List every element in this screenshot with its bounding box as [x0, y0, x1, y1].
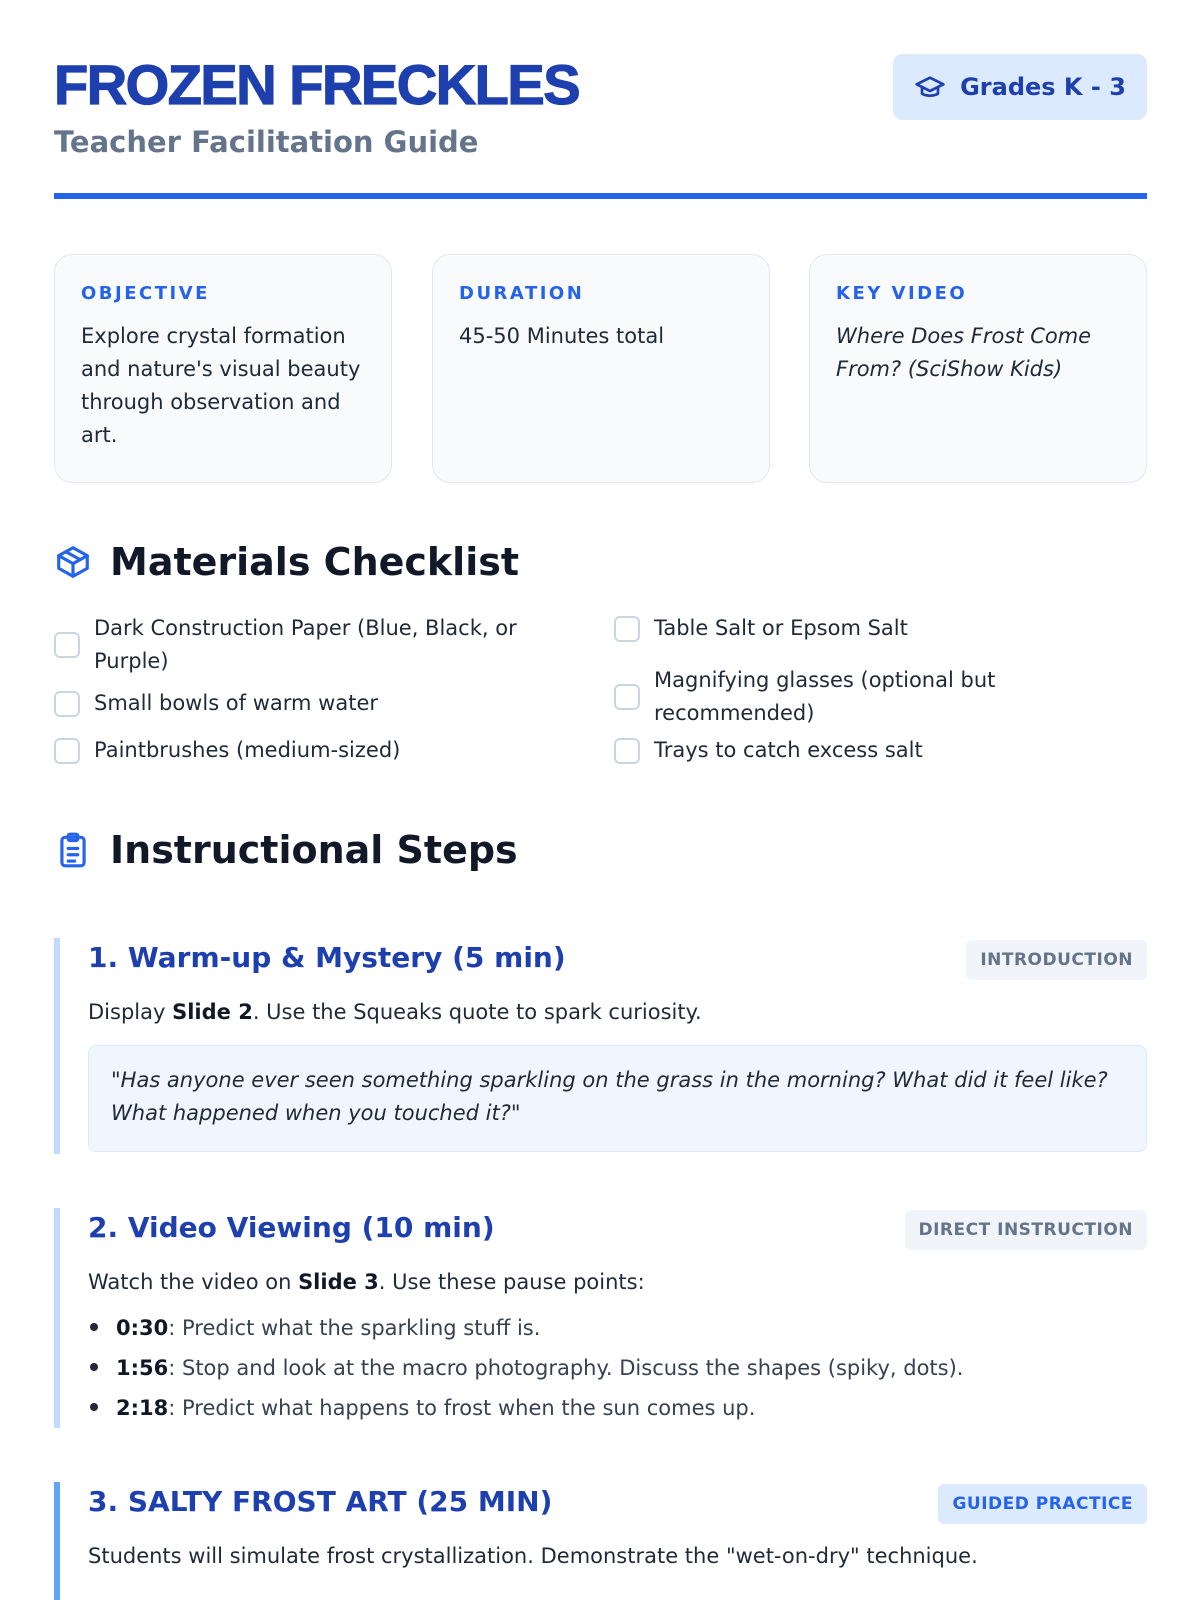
box-icon — [54, 543, 92, 581]
quote-box: "Has anyone ever seen something sparkling on the grass in the morning? What did it feel like? What happened when you touched it?" — [88, 1045, 1147, 1152]
checklist-item[interactable] — [614, 664, 1034, 730]
step-content — [88, 1208, 1147, 1420]
step-description: Students will simulate frost crystallization. Demonstrate the "wet-on-dry" technique. — [88, 1544, 978, 1568]
steps-heading — [54, 828, 518, 872]
checkbox[interactable] — [614, 684, 640, 710]
checkbox[interactable] — [54, 632, 80, 658]
clipboard-list-icon — [54, 831, 92, 869]
step-accent-bar — [54, 938, 60, 1154]
pause-text: : Predict what the sparkling stuff is. — [168, 1316, 541, 1340]
checklist-item-label: Dark Construction Paper (Blue, Black, or Purple) — [94, 616, 517, 673]
card-label: OBJECTIVE — [81, 283, 210, 304]
checkbox[interactable] — [614, 616, 640, 642]
pause-time: 0:30 — [116, 1316, 169, 1340]
duration-card — [432, 254, 770, 483]
pause-time: 2:18 — [116, 1396, 169, 1420]
card-text: Where Does Frost Come From? (SciShow Kids) — [836, 324, 1092, 381]
checklist-item[interactable] — [54, 612, 554, 678]
step-tag: GUIDED PRACTICE — [938, 1484, 1147, 1524]
checklist-item[interactable] — [614, 612, 908, 645]
header-divider — [54, 193, 1147, 199]
grade-badge — [893, 54, 1147, 120]
bullet-dot — [90, 1323, 98, 1331]
step-1 — [54, 938, 1147, 1154]
step-title: 2. Video Viewing (10 min) — [88, 1211, 495, 1244]
key-video-card — [809, 254, 1147, 483]
text-bold: Slide 3 — [298, 1270, 379, 1294]
text-segment: Display — [88, 1000, 173, 1024]
section-title: Materials Checklist — [110, 540, 520, 584]
step-description — [88, 1266, 645, 1298]
checkbox[interactable] — [54, 691, 80, 717]
step-description — [88, 996, 702, 1028]
list-item — [88, 1392, 755, 1424]
step-2 — [54, 1208, 1147, 1428]
graduation-cap-icon — [914, 71, 946, 103]
checklist-item-label: Trays to catch excess salt — [654, 738, 923, 762]
pause-text: : Stop and look at the macro photography. Discuss the shapes (spiky, dots). — [168, 1356, 964, 1380]
header — [54, 0, 1147, 200]
info-cards — [54, 254, 1147, 483]
text-segment: Watch the video on — [88, 1270, 299, 1294]
step-title: 3. SALTY FROST ART (25 MIN) — [88, 1485, 553, 1518]
pause-text: : Predict what happens to frost when the sun comes up. — [168, 1396, 756, 1420]
pause-time: 1:56 — [116, 1356, 169, 1380]
step-tag: INTRODUCTION — [966, 940, 1147, 980]
card-text: Explore crystal formation and nature's visual beauty through observation and art. — [81, 324, 361, 447]
checklist-item[interactable] — [614, 734, 923, 767]
card-text: 45-50 Minutes total — [459, 324, 665, 348]
page-subtitle: Teacher Facilitation Guide — [54, 125, 479, 159]
step-content — [88, 938, 1147, 1125]
step-3 — [54, 1482, 1147, 1600]
objective-card — [54, 254, 392, 483]
list-item — [88, 1352, 963, 1384]
guide-page — [54, 0, 1147, 1568]
checklist-item-label: Paintbrushes (medium-sized) — [94, 738, 401, 762]
bullet-dot — [90, 1363, 98, 1371]
text-segment: . Use the Squeaks quote to spark curiosity. — [252, 1000, 702, 1024]
step-tag: DIRECT INSTRUCTION — [905, 1210, 1148, 1250]
step-accent-bar — [54, 1208, 60, 1428]
grade-badge-label: Grades K - 3 — [960, 73, 1126, 101]
step-accent-bar — [54, 1482, 60, 1600]
checkbox[interactable] — [54, 738, 80, 764]
text-segment: . Use these pause points: — [378, 1270, 645, 1294]
list-item — [88, 1312, 540, 1344]
checkbox[interactable] — [614, 738, 640, 764]
materials-heading — [54, 540, 519, 584]
checklist-item[interactable] — [54, 687, 554, 720]
checklist-item-label: Table Salt or Epsom Salt — [654, 616, 908, 640]
card-label: KEY VIDEO — [836, 283, 968, 304]
step-title: 1. Warm-up & Mystery (5 min) — [88, 941, 566, 974]
section-title: Instructional Steps — [110, 828, 518, 872]
page-title: FROZEN FRECKLES — [54, 53, 580, 116]
bullet-dot — [90, 1403, 98, 1411]
checklist-item-label: Magnifying glasses (optional but recommended) — [654, 668, 996, 725]
card-label: DURATION — [459, 283, 585, 304]
step-content — [88, 1482, 1147, 1568]
checklist-item[interactable] — [54, 734, 554, 767]
checklist-item-label: Small bowls of warm water — [94, 691, 378, 715]
text-bold: Slide 2 — [172, 1000, 253, 1024]
